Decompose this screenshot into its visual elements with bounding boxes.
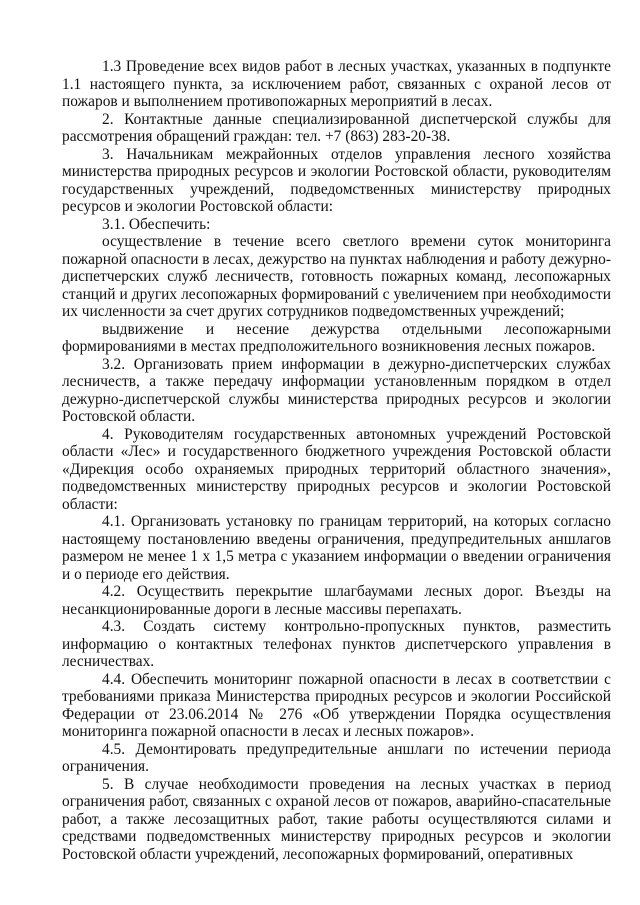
paragraph-4: 4. Руководителям государственных автономных учреждений Ростовской области «Лес» и государственного бюджетного учреждения Ростовской области «Дирекция особо охраняемых природных территорий областного значения», подведомственных министерству природных ресурсов и экологии Ростовской области: xyxy=(62,425,611,513)
paragraph-3-1-item-2: выдвижение и несение дежурства отдельными лесопожарными формированиями в местах предположительного возникновения лесных пожаров. xyxy=(62,320,611,355)
paragraph-3-1: 3.1. Обеспечить: xyxy=(102,215,211,233)
paragraph-4-3: 4.3. Создать систему контрольно-пропускных пунктов, разместить информацию о контактных телефонах пунктов диспетчерского управления в лесничествах. xyxy=(62,618,611,670)
paragraph-4-2: 4.2. Осуществить перекрытие шлагбаумами лесных дорог. Въезды на несанкционированные дороги в лесные массивы перепахать. xyxy=(62,583,611,618)
paragraph-3: 3. Начальникам межрайонных отделов управления лесного хозяйства министерства природных ресурсов и экологии Ростовской области, руководителям государственных учреждений, подведомственных министерству природных ресурсов и экологии Ростовской области: xyxy=(62,145,611,215)
paragraph-3-2: 3.2. Организовать прием информации в дежурно-диспетчерских службах лесничеств, а также передачу информации установленным порядком в отдел дежурно-диспетчерской службы министерства природных ресурсов и экологии Ростовской области. xyxy=(62,355,611,425)
paragraph-4-4: 4.4. Обеспечить мониторинг пожарной опасности в лесах в соответствии с требованиями приказа Министерства природных ресурсов и экологии Российской Федерации от 23.06.2014 № 276 «Об утверждении Порядка осуществления мониторинга пожарной опасности в лесах и лесных пожаров». xyxy=(62,670,611,740)
document-page xyxy=(62,58,611,863)
paragraph-3-1-item-1: осуществление в течение всего светлого времени суток мониторинга пожарной опасности в лесах, дежурство на пунктах наблюдения и работу дежурно-диспетчерских служб лесничеств, готовность пожарных команд, лесопожарных станций и других лесопожарных формирований с увеличением при необходимости их численности за счет других сотрудников подведомственных учреждений; xyxy=(62,233,611,320)
paragraph-1-3: 1.3 Проведение всех видов работ в лесных участках, указанных в подпункте 1.1 настоящего пункта, за исключением работ, связанных с охраной лесов от пожаров и выполнением противопожарных мероприятий в лесах. xyxy=(62,58,611,110)
paragraph-4-1: 4.1. Организовать установку по границам территорий, на которых согласно настоящему постановлению введены ограничения, предупредительных аншлагов размером не менее 1 х 1,5 метра с указанием информации о введении ограничения и о периоде его действия. xyxy=(62,513,611,583)
paragraph-4-5: 4.5. Демонтировать предупредительные аншлаги по истечении периода ограничения. xyxy=(62,740,611,775)
paragraph-2: 2. Контактные данные специализированной диспетчерской службы для рассмотрения обращений граждан: тел. +7 (863) 283-20-38. xyxy=(62,110,611,145)
paragraph-5: 5. В случае необходимости проведения на лесных участках в период ограничения работ, связанных с охраной лесов от пожаров, аварийно-спасательные работ, а также лесозащитных работ, такие работы осуществляются силами и средствами подведомственных министерству природных ресурсов и экологии Ростовской области учреждений, лесопожарных формирований, оперативных xyxy=(62,775,611,863)
